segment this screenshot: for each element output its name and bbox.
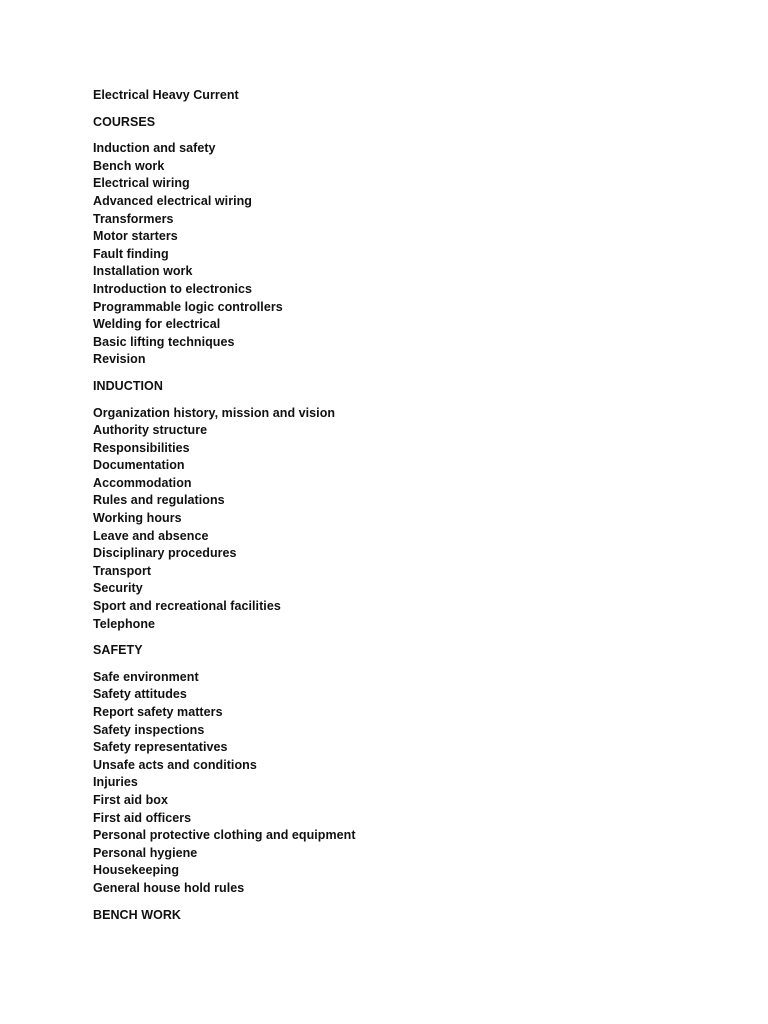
list-item: Report safety matters: [93, 705, 223, 719]
list-item: Basic lifting techniques: [93, 334, 235, 349]
list-item: Safety attitudes: [93, 687, 187, 702]
list-item: Motor starters: [93, 229, 178, 244]
list-item: Sport and recreational facilities: [93, 599, 281, 614]
list-item: Injuries: [93, 775, 138, 790]
section-list: [93, 140, 733, 369]
list-item: Welding for electrical: [93, 317, 221, 332]
section-induction: [93, 378, 733, 633]
section-heading: BENCH WORK: [93, 907, 181, 922]
document-sections: [93, 114, 733, 925]
list-item: First aid box: [93, 792, 168, 807]
list-item: Safety representatives: [93, 740, 228, 755]
list-item: Revision: [93, 352, 146, 367]
list-item: Telephone: [93, 616, 156, 631]
list-item: Disciplinary procedures: [93, 546, 237, 561]
list-item: Unsafe acts and conditions: [93, 757, 257, 772]
section-courses: [93, 114, 733, 369]
section-heading: INDUCTION: [93, 378, 163, 393]
list-item: Installation work: [93, 264, 193, 279]
section-list: [93, 669, 733, 898]
section-spacer: [93, 396, 733, 405]
list-item: Advanced electrical wiring: [93, 193, 252, 208]
list-item: Working hours: [93, 511, 182, 526]
list-item: Induction and safety: [93, 141, 216, 156]
section-spacer: [93, 660, 733, 669]
list-item: First aid officers: [93, 810, 192, 825]
section-heading: COURSES: [93, 114, 156, 129]
list-item: Responsibilities: [93, 440, 190, 455]
list-item: Personal hygiene: [93, 845, 198, 860]
list-item: Leave and absence: [93, 528, 209, 543]
list-item: General house hold rules: [93, 880, 245, 895]
section-safety: [93, 642, 733, 897]
list-item: Electrical wiring: [93, 176, 190, 191]
document-title: Electrical Heavy Current: [93, 88, 239, 102]
list-item: Housekeeping: [93, 863, 180, 878]
list-item: Transformers: [93, 211, 174, 226]
list-item: Safety inspections: [93, 722, 205, 737]
list-item: Transport: [93, 563, 152, 578]
list-item: Organization history, mission and vision: [93, 405, 336, 420]
list-item: Personal protective clothing and equipment: [93, 828, 356, 843]
list-item: Rules and regulations: [93, 493, 225, 508]
list-item: Documentation: [93, 458, 185, 473]
list-item: Authority structure: [93, 423, 208, 438]
section-heading: SAFETY: [93, 643, 143, 658]
list-item: Security: [93, 581, 143, 596]
document-page: [93, 87, 733, 924]
section-bench-work: [93, 907, 733, 925]
list-item: Fault finding: [93, 246, 169, 261]
list-item: Accommodation: [93, 475, 192, 490]
list-item: Introduction to electronics: [93, 281, 252, 296]
list-item: Safe environment: [93, 669, 199, 684]
list-item: Bench work: [93, 158, 165, 173]
section-list: [93, 405, 733, 634]
list-item: Programmable logic controllers: [93, 299, 283, 314]
section-spacer: [93, 131, 733, 140]
